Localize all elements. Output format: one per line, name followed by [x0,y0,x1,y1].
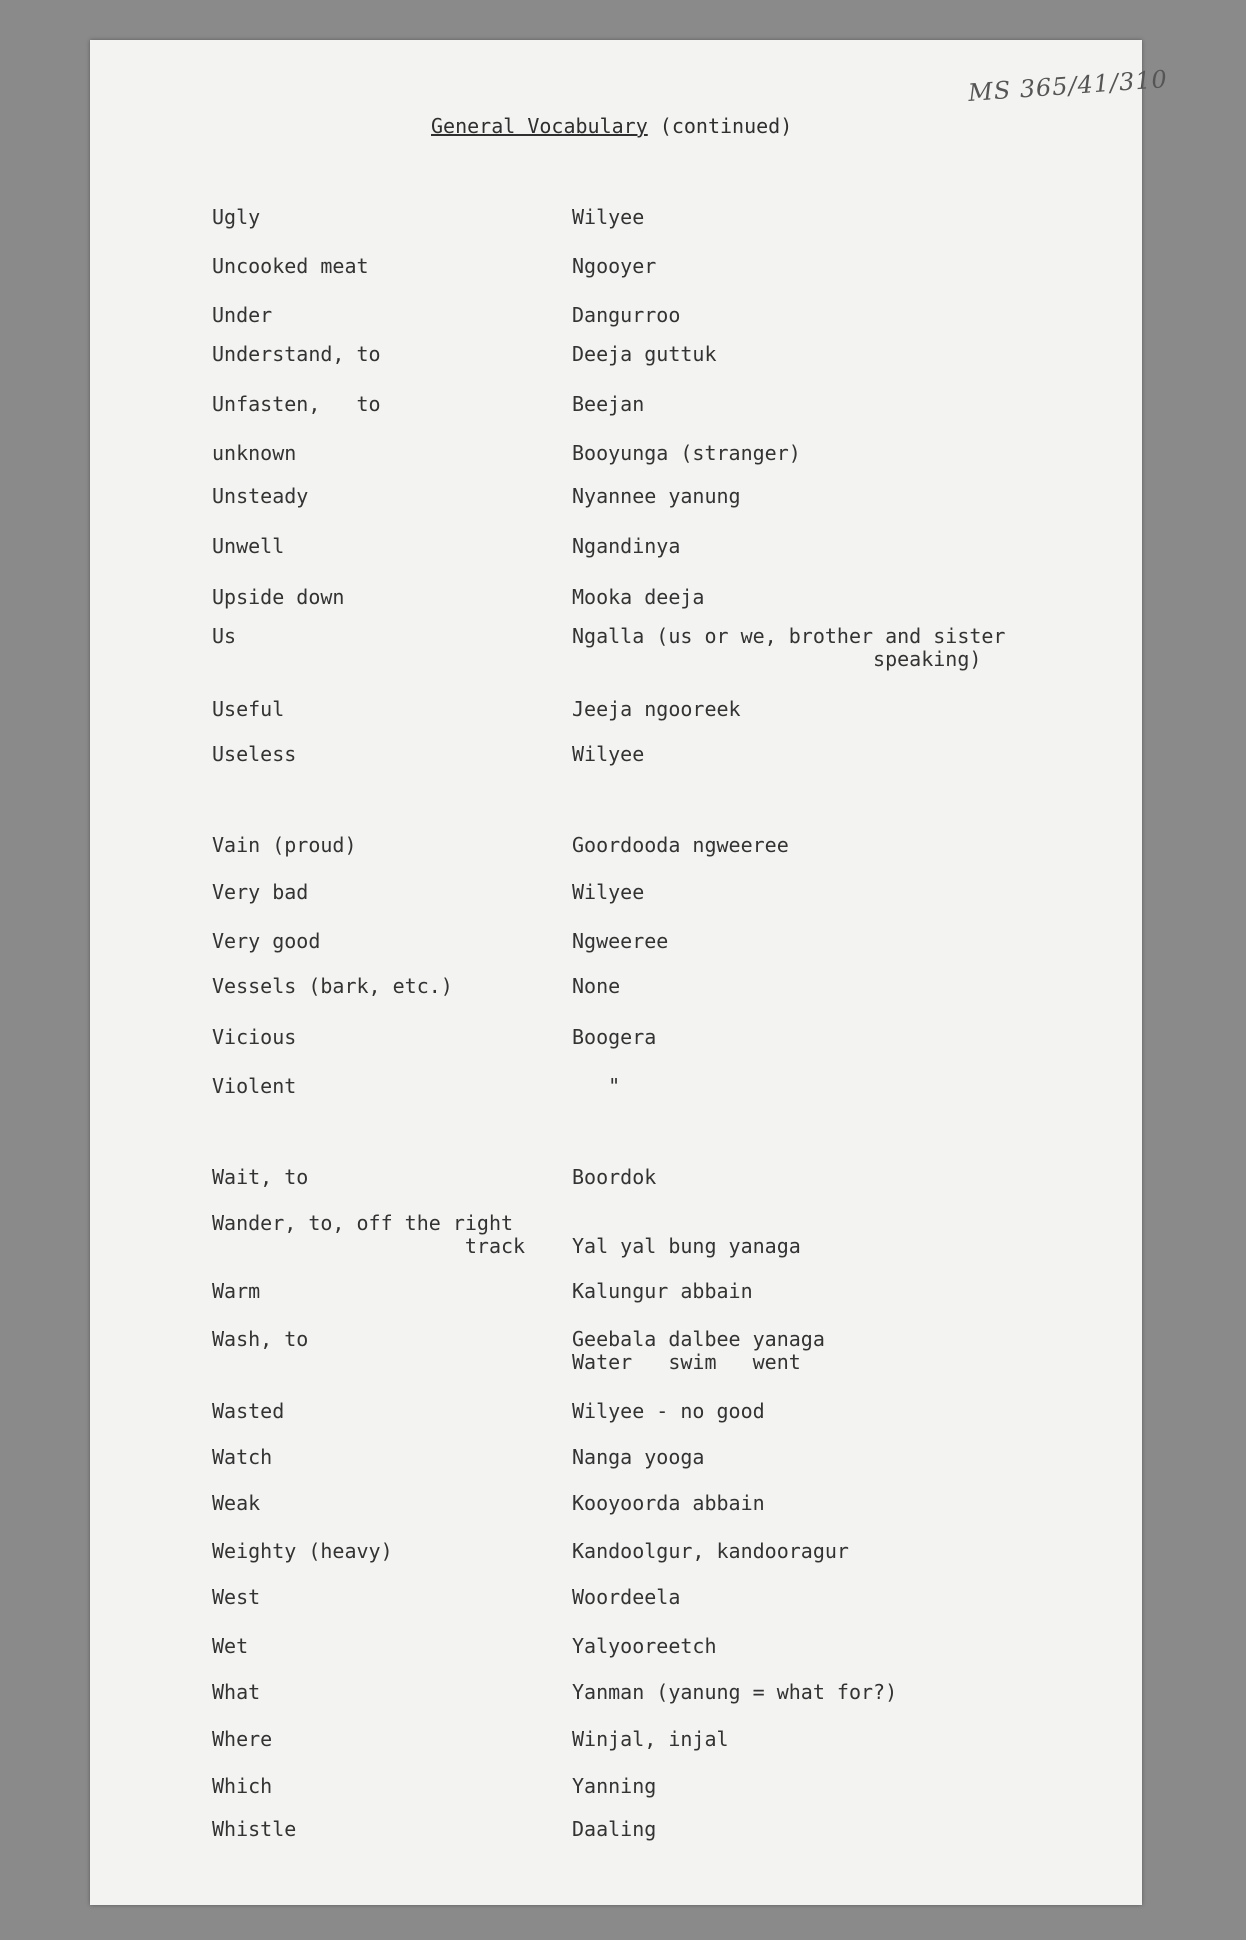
english-term [212,1075,296,1098]
aboriginal-gloss [572,535,680,558]
gloss-line: Kooyoorda abbain [572,1491,765,1515]
english-term-line: Weak [212,1491,261,1515]
gloss-line: Kalungur abbain [572,1279,753,1303]
english-term [212,304,272,327]
english-term-line: Vicious [212,1025,297,1049]
english-term [212,255,369,278]
english-term [212,442,296,465]
gloss-line: Wilyee [572,742,645,766]
english-term [212,1492,260,1515]
gloss-line: Winjal, injal [572,1727,729,1751]
aboriginal-gloss [572,393,644,416]
english-term [212,930,320,953]
english-term [212,1775,272,1798]
english-term-line: Unwell [212,534,285,558]
aboriginal-gloss [572,930,668,953]
english-term-line: Wet [212,1634,249,1658]
page-heading [431,114,792,138]
aboriginal-gloss [572,343,717,366]
english-term [212,1280,260,1303]
english-term [212,975,453,998]
english-term [212,1026,296,1049]
aboriginal-gloss [572,586,704,609]
gloss-line: Nyannee yanung [572,484,741,508]
english-term-line: Us [212,624,237,648]
gloss-line [572,1212,801,1235]
english-term [212,1400,284,1423]
english-term [212,834,357,857]
heading-title: General Vocabulary [431,114,648,138]
aboriginal-gloss [572,1681,897,1704]
aboriginal-gloss [572,834,789,857]
aboriginal-gloss [572,625,1005,671]
english-term-line: Wander, to, off the right [212,1211,514,1235]
english-term [212,881,308,904]
english-term-line: Wait, to [212,1165,309,1189]
english-term-line: Wash, to [212,1327,309,1351]
gloss-line: Daaling [572,1817,657,1841]
gloss-line: Deeja guttuk [572,342,717,366]
english-term [212,1328,308,1351]
english-term-line: Where [212,1727,273,1751]
aboriginal-gloss [572,1166,656,1189]
gloss-line: Booyunga (stranger) [572,441,801,465]
aboriginal-gloss [572,1586,680,1609]
gloss-line: Yalyooreetch [572,1634,717,1658]
english-term-line: Violent [212,1074,297,1098]
english-term-line: Useless [212,742,297,766]
english-term-line: Unfasten, to [212,392,381,416]
english-term-line: Warm [212,1279,261,1303]
aboriginal-gloss [572,1212,801,1258]
english-term-line: Wasted [212,1399,285,1423]
english-term [212,535,284,558]
gloss-line: Wilyee [572,880,645,904]
gloss-line: Yanning [572,1774,657,1798]
gloss-line: Ngweeree [572,929,669,953]
gloss-line: Ngalla (us or we, brother and sister [572,624,1006,648]
gloss-line: Wilyee [572,205,645,229]
english-term-line: Very bad [212,880,309,904]
english-term [212,1166,308,1189]
gloss-line: Goordooda ngweeree [572,833,789,857]
aboriginal-gloss [572,1540,849,1563]
aboriginal-gloss [572,1075,620,1098]
heading-continued: (continued) [647,114,793,138]
english-term [212,1728,272,1751]
aboriginal-gloss [572,1280,753,1303]
english-term [212,1818,296,1841]
english-term-line: unknown [212,441,297,465]
aboriginal-gloss [572,1818,656,1841]
english-term-line: What [212,1680,261,1704]
aboriginal-gloss [572,1728,729,1751]
aboriginal-gloss [572,1446,704,1469]
english-term-line: Whistle [212,1817,297,1841]
aboriginal-gloss [572,881,644,904]
english-term-line: Under [212,303,273,327]
english-term-line: Useful [212,697,285,721]
english-term [212,1446,272,1469]
english-term-line: Upside down [212,585,345,609]
shelfmark-annotation: MS 365/41/310 [967,65,1169,107]
aboriginal-gloss [572,206,644,229]
gloss-line: " [572,1074,621,1098]
gloss-line: Nanga yooga [572,1445,705,1469]
english-term [212,1635,248,1658]
gloss-line: Dangurroo [572,303,681,327]
english-term [212,625,236,648]
english-term-line: Vessels (bark, etc.) [212,974,453,998]
english-term-line: Vain (proud) [212,833,357,857]
gloss-line: Ngooyer [572,254,657,278]
english-term [212,1540,393,1563]
english-term [212,485,308,508]
english-term-line: Which [212,1774,273,1798]
english-term-line: Uncooked meat [212,254,369,278]
english-term [212,206,260,229]
gloss-line: Boogera [572,1025,657,1049]
aboriginal-gloss [572,1492,765,1515]
aboriginal-gloss [572,485,741,508]
english-term-line: Watch [212,1445,273,1469]
aboriginal-gloss [572,1635,717,1658]
aboriginal-gloss [572,975,620,998]
gloss-line: Beejan [572,392,645,416]
gloss-line: Ngandinya [572,534,681,558]
gloss-line: None [572,974,621,998]
gloss-line: Mooka deeja [572,585,705,609]
aboriginal-gloss [572,698,741,721]
english-term-line: Unsteady [212,484,309,508]
aboriginal-gloss [572,1775,656,1798]
english-term [212,1586,260,1609]
gloss-line: Woordeela [572,1585,681,1609]
gloss-line: Wilyee - no good [572,1399,765,1423]
gloss-line: Geebala dalbee yanaga [572,1327,825,1351]
gloss-line: Yanman (yanung = what for?) [572,1680,898,1704]
gloss-line: Jeeja ngooreek [572,697,741,721]
aboriginal-gloss [572,1328,825,1374]
english-term-line: track [212,1234,526,1258]
aboriginal-gloss [572,255,656,278]
english-term [212,743,296,766]
gloss-line: Water swim went [572,1350,801,1374]
gloss-line: Boordok [572,1165,657,1189]
aboriginal-gloss [572,743,644,766]
english-term [212,586,344,609]
english-term [212,1212,525,1258]
english-term [212,1681,260,1704]
english-term-line: Weighty (heavy) [212,1539,393,1563]
english-term-line: West [212,1585,261,1609]
gloss-line: Kandoolgur, kandooragur [572,1539,849,1563]
english-term-line: Ugly [212,205,261,229]
aboriginal-gloss [572,1026,656,1049]
english-term-line: Understand, to [212,342,381,366]
english-term [212,343,381,366]
english-term [212,393,381,416]
aboriginal-gloss [572,1400,765,1423]
aboriginal-gloss [572,304,680,327]
gloss-line: speaking) [572,647,982,671]
english-term-line: Very good [212,929,321,953]
aboriginal-gloss [572,442,801,465]
gloss-line: Yal yal bung yanaga [572,1234,801,1258]
english-term [212,698,284,721]
